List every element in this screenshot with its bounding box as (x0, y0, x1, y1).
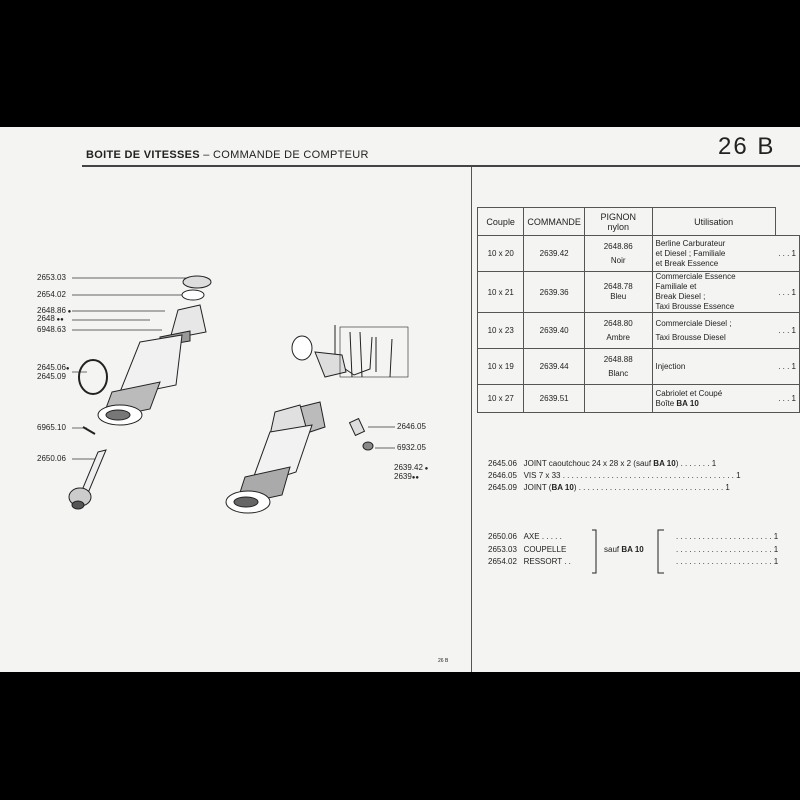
cell-utilisation: Commerciale Diesel ; Taxi Brousse Diesel (652, 313, 775, 349)
list-item: 2645.06 JOINT caoutchouc 24 x 28 x 2 (sauf BA 10) . . . . . . . 1 (488, 459, 717, 468)
cell-couple: 10 x 19 (478, 349, 524, 385)
cell-pignon: 2648.86 Noir (584, 236, 652, 272)
callout-2645-06: 2645.06● (37, 363, 70, 372)
callout-2645-09: 2645.09 (37, 372, 66, 381)
header-commande: COMMANDE (524, 208, 585, 236)
callout-6948-63: 6948.63 (37, 325, 66, 334)
column-divider (471, 167, 472, 672)
cell-pignon: 2648.78 Bleu (584, 272, 652, 313)
callout-2648: 2648 ●● (37, 314, 64, 323)
table-row (478, 313, 800, 349)
list-item: 2646.05 VIS 7 x 33 . . . . . . . . . . . . . . . . . . . . . . . . . . . . . . . . . . . . . . . 1 (488, 471, 741, 480)
callout-2639: 2639●● (394, 472, 420, 481)
header-couple: Couple (478, 208, 524, 236)
callout-2639-42: 2639.42 ● (394, 463, 429, 472)
list-item: 2645.09 JOINT (BA 10) . . . . . . . . . . . . . . . . . . . . . . . . . . . . . . . . . 1 (488, 483, 730, 492)
cell-commande: 2639.44 (524, 349, 585, 385)
cell-pignon: 2648.80 Ambre (584, 313, 652, 349)
callout-2648-86: 2648.86 ● (37, 306, 72, 315)
cell-commande: 2639.36 (524, 272, 585, 313)
table-row (478, 385, 800, 413)
list-item: 2653.03 COUPELLE (488, 545, 567, 554)
cell-utilisation: Commerciale Essence Familiale et Break Diesel ; Taxi Brousse Essence (652, 272, 775, 313)
cell-pignon: 2648.88 Blanc (584, 349, 652, 385)
exploded-parts-diagram (0, 127, 470, 672)
cell-couple: 10 x 23 (478, 313, 524, 349)
parts-table (477, 207, 800, 413)
list-item: 2654.02 RESSORT . . (488, 557, 571, 566)
page-title: BOITE DE VITESSES – COMMANDE DE COMPTEUR (86, 149, 369, 161)
table-row (478, 272, 800, 313)
qty-ressort: . . . . . . . . . . . . . . . . . . . . . . 1 (676, 557, 779, 566)
qty-axe: . . . . . . . . . . . . . . . . . . . . . . 1 (676, 532, 779, 541)
header-pignon: PIGNON nylon (584, 208, 652, 236)
cell-qty: . . . 1 (775, 272, 799, 313)
callout-6932-05: 6932.05 (397, 443, 426, 452)
footer-mark: 26 B (438, 658, 449, 664)
header-utilisation: Utilisation (652, 208, 775, 236)
cell-utilisation: Cabriolet et Coupé Boîte BA 10 (652, 385, 775, 413)
cell-commande: 2639.51 (524, 385, 585, 413)
cell-couple: 10 x 21 (478, 272, 524, 313)
table-header-row (478, 208, 800, 236)
callout-6965-10: 6965.10 (37, 423, 66, 432)
callout-2653-03: 2653.03 (37, 273, 66, 282)
table-row (478, 236, 800, 272)
catalog-page (0, 127, 800, 672)
lower-drive-assembly (226, 402, 373, 513)
cell-utilisation: Injection (652, 349, 775, 385)
cell-commande: 2639.42 (524, 236, 585, 272)
qty-coupelle: . . . . . . . . . . . . . . . . . . . . . . 1 (676, 545, 779, 554)
cell-utilisation: Berline Carburateur et Diesel ; Familiale et Break Essence (652, 236, 775, 272)
list-item: 2650.06 AXE . . . . . (488, 532, 562, 541)
page-number: 26 B (718, 133, 776, 160)
table-row (478, 349, 800, 385)
cell-qty: . . . 1 (775, 349, 799, 385)
callout-2650-06: 2650.06 (37, 454, 66, 463)
cell-qty: . . . 1 (775, 313, 799, 349)
cell-pignon (584, 385, 652, 413)
cell-couple: 10 x 27 (478, 385, 524, 413)
cell-qty: . . . 1 (775, 385, 799, 413)
callout-2654-02: 2654.02 (37, 290, 66, 299)
cell-qty: . . . 1 (775, 236, 799, 272)
header-qty (775, 208, 799, 236)
cell-commande: 2639.40 (524, 313, 585, 349)
gearbox-outline (292, 325, 408, 377)
cell-couple: 10 x 20 (478, 236, 524, 272)
sauf-ba10-note: sauf BA 10 (604, 545, 644, 554)
callout-2646-05: 2646.05 (397, 422, 426, 431)
